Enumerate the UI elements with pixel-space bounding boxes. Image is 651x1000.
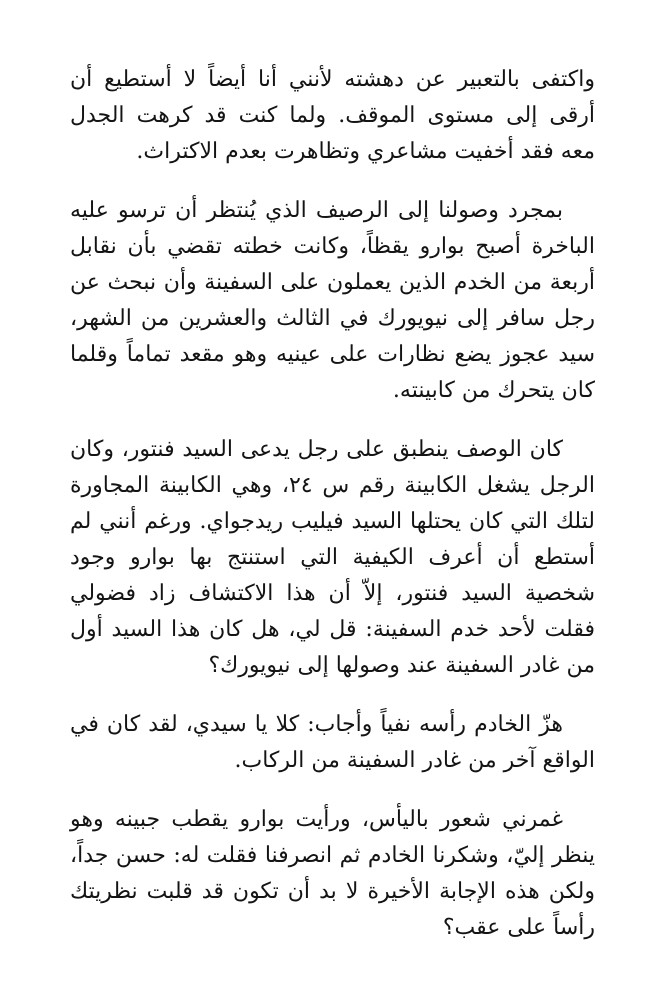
paragraph-4: هزّ الخادم رأسه نفياً وأجاب: كلا يا سيدي، لقد كان في الواقع آخر من غادر السفينة من الركاب. — [70, 712, 595, 773]
paragraph-5: غمرني شعور باليأس، ورأيت بوارو يقطب جبينه وهو ينظر إليّ، وشكرنا الخادم ثم انصرفنا فقلت له: حسن جداً، ولكن هذه الإجابة الأخيرة لا بد أن تكون قد قلبت نظريتك رأساً على عقب؟ — [70, 807, 595, 940]
paragraph-2: بمجرد وصولنا إلى الرصيف الذي يُنتظر أن ترسو عليه الباخرة أصبح بوارو يقظاً، وكانت خطته تقضي بأن نقابل أربعة من الخدم الذين يعملون على السفينة وأن نبحث عن رجل سافر إلى نيويورك في الثالث والعشرين من الشهر، سيد عجوز يضع نظارات على عينيه وهو مقعد تماماً وقلما كان يتحرك من كابينته. — [70, 198, 596, 403]
paragraph-3: كان الوصف ينطبق على رجل يدعى السيد فنتور، وكان الرجل يشغل الكابينة رقم س ٢٤، وهي الكابينة المجاورة لتلك التي كان يحتلها السيد فيليب ريدجواي. ورغم أنني لم أستطع أن أعرف الكيفية التي استنتج بها بوارو وجود شخصية السيد فنتور، إلاّ أن هذا الاكتشاف زاد فضولي فقلت لأحد خدم السفينة: قل لي، هل كان هذا السيد أول من غادر السفينة عند وصولها إلى نيويورك؟ — [70, 437, 595, 678]
paragraph-1: واكتفى بالتعبير عن دهشته لأنني أنا أيضاً لا أستطيع أن أرقى إلى مستوى الموقف. ولما كنت قد كرهت الجدل معه فقد أخفيت مشاعري وتظاهرت بعدم الاكتراث. — [70, 67, 595, 164]
